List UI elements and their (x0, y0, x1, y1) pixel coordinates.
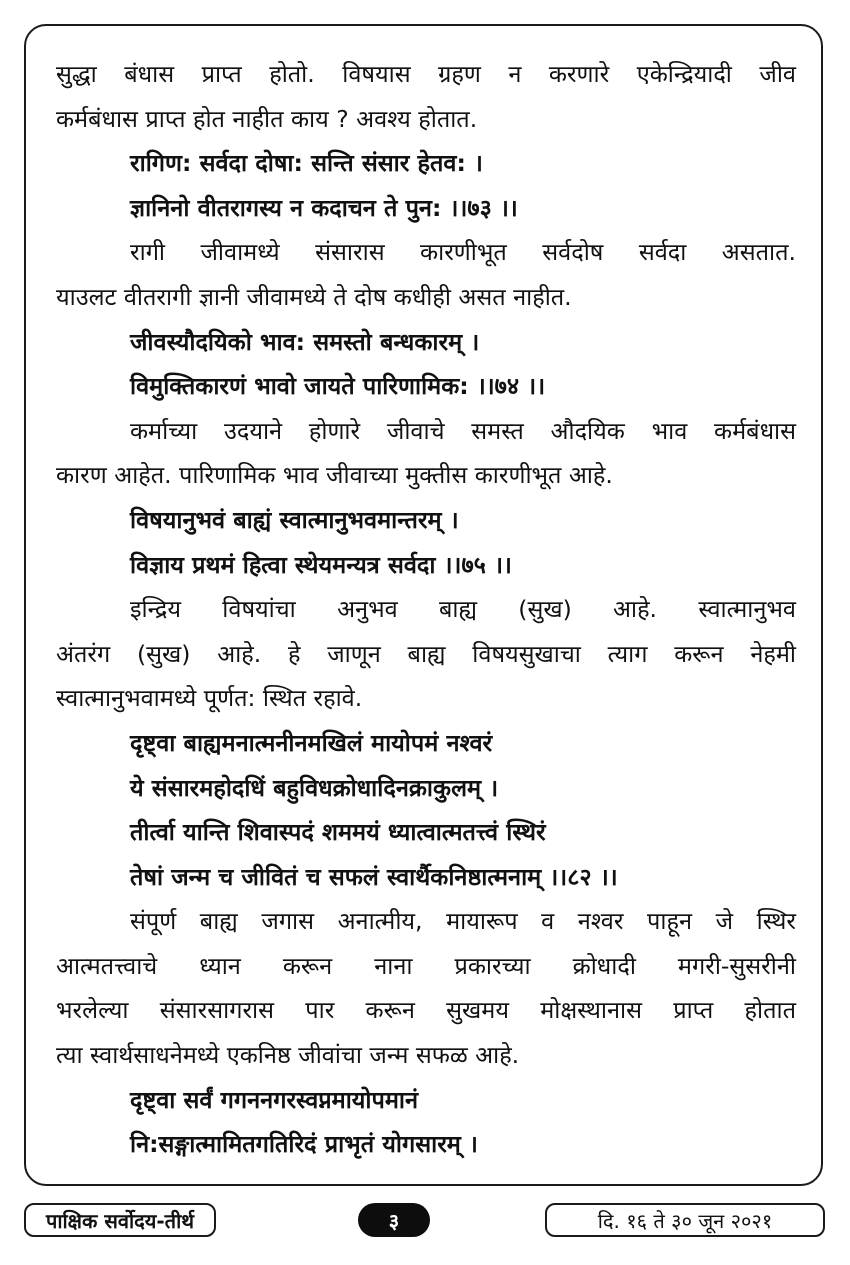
verse-line: जीवस्यौदयिको भाव: समस्तो बन्धकारम् । (130, 327, 480, 356)
text-line: आत्मतत्त्वाचे ध्यान करून नाना प्रकारच्या क्रोधादी मगरी-सुसरीनी (56, 951, 796, 980)
publication-name: पाक्षिक सर्वोदय-तीर्थ (24, 1203, 216, 1237)
verse-line: दृष्ट्वा सर्वं गगननगरस्वप्नमायोपमानं (130, 1085, 419, 1114)
text-line: इन्द्रिय विषयांचा अनुभव बाह्य (सुख) आहे. स्वात्मानुभव (130, 595, 796, 624)
text-line: रागी जीवामध्ये संसारास कारणीभूत सर्वदोष सर्वदा असतात. (130, 238, 796, 267)
text-line: स्वात्मानुभवामध्ये पूर्णत: स्थित रहावे. (56, 684, 363, 713)
text-line: कर्माच्या उदयाने होणारे जीवाचे समस्त औदयिक भाव कर्मबंधास (130, 416, 796, 445)
verse-line: रागिण: सर्वदा दोषा: सन्ति संसार हेतव: । (130, 149, 483, 178)
page-number: ३ (358, 1203, 430, 1237)
verse-line: विज्ञाय प्रथमं हित्वा स्थेयमन्यत्र सर्वदा ।।७५ ।। (130, 550, 512, 579)
page-body (56, 52, 796, 1167)
text-line: त्या स्वार्थसाधनेमध्ये एकनिष्ठ जीवांचा जन्म सफळ आहे. (56, 1041, 520, 1070)
text-line: सुद्धा बंधास प्राप्त होतो. विषयास ग्रहण न करणारे एकेन्द्रियादी जीव (56, 60, 796, 88)
verse-line: ये संसारमहोदधिं बहुविधक्रोधादिनक्राकुलम् । (130, 773, 499, 802)
verse-line: विषयानुभवं बाह्यं स्वात्मानुभवमान्तरम् । (130, 505, 459, 534)
verse-line: तेषां जन्म च जीवितं च सफलं स्वार्थैकनिष्ठात्मनाम् ।।८२ ।। (130, 862, 618, 891)
issue-date: दि. १६ ते ३० जून २०२१ (545, 1203, 825, 1237)
verse-line: नि:सङ्गात्मामितगतिरिदं प्राभृतं योगसारम् । (130, 1130, 478, 1159)
text-line: कारण आहेत. पारिणामिक भाव जीवाच्या मुक्तीस कारणीभूत आहे. (56, 461, 613, 490)
text-line: कर्मबंधास प्राप्त होत नाहीत काय ? अवश्य होतात. (56, 104, 478, 133)
verse-line: ज्ञानिनो वीतरागस्य न कदाचन ते पुन: ।।७३ ।। (130, 193, 518, 222)
text-line: भरलेल्या संसारसागरास पार करून सुखमय मोक्षस्थानास प्राप्त होतात (56, 996, 796, 1025)
verse-line: तीर्त्वा यान्ति शिवास्पदं शममयं ध्यात्वात्मतत्त्वं स्थिरं (130, 818, 546, 847)
verse-line: दृष्ट्वा बाह्यमनात्मनीनमखिलं मायोपमं नश्वरं (130, 728, 493, 757)
text-line: याउलट वीतरागी ज्ञानी जीवामध्ये ते दोष कधीही असत नाहीत. (56, 282, 572, 311)
text-line: अंतरंग (सुख) आहे. हे जाणून बाह्य विषयसुखाचा त्याग करून नेहमी (56, 639, 796, 668)
verse-line: विमुक्तिकारणं भावो जायते पारिणामिक: ।।७४ ।। (130, 372, 546, 401)
text-line: संपूर्ण बाह्य जगास अनात्मीय, मायारूप व नश्वर पाहून जे स्थिर (130, 907, 796, 936)
